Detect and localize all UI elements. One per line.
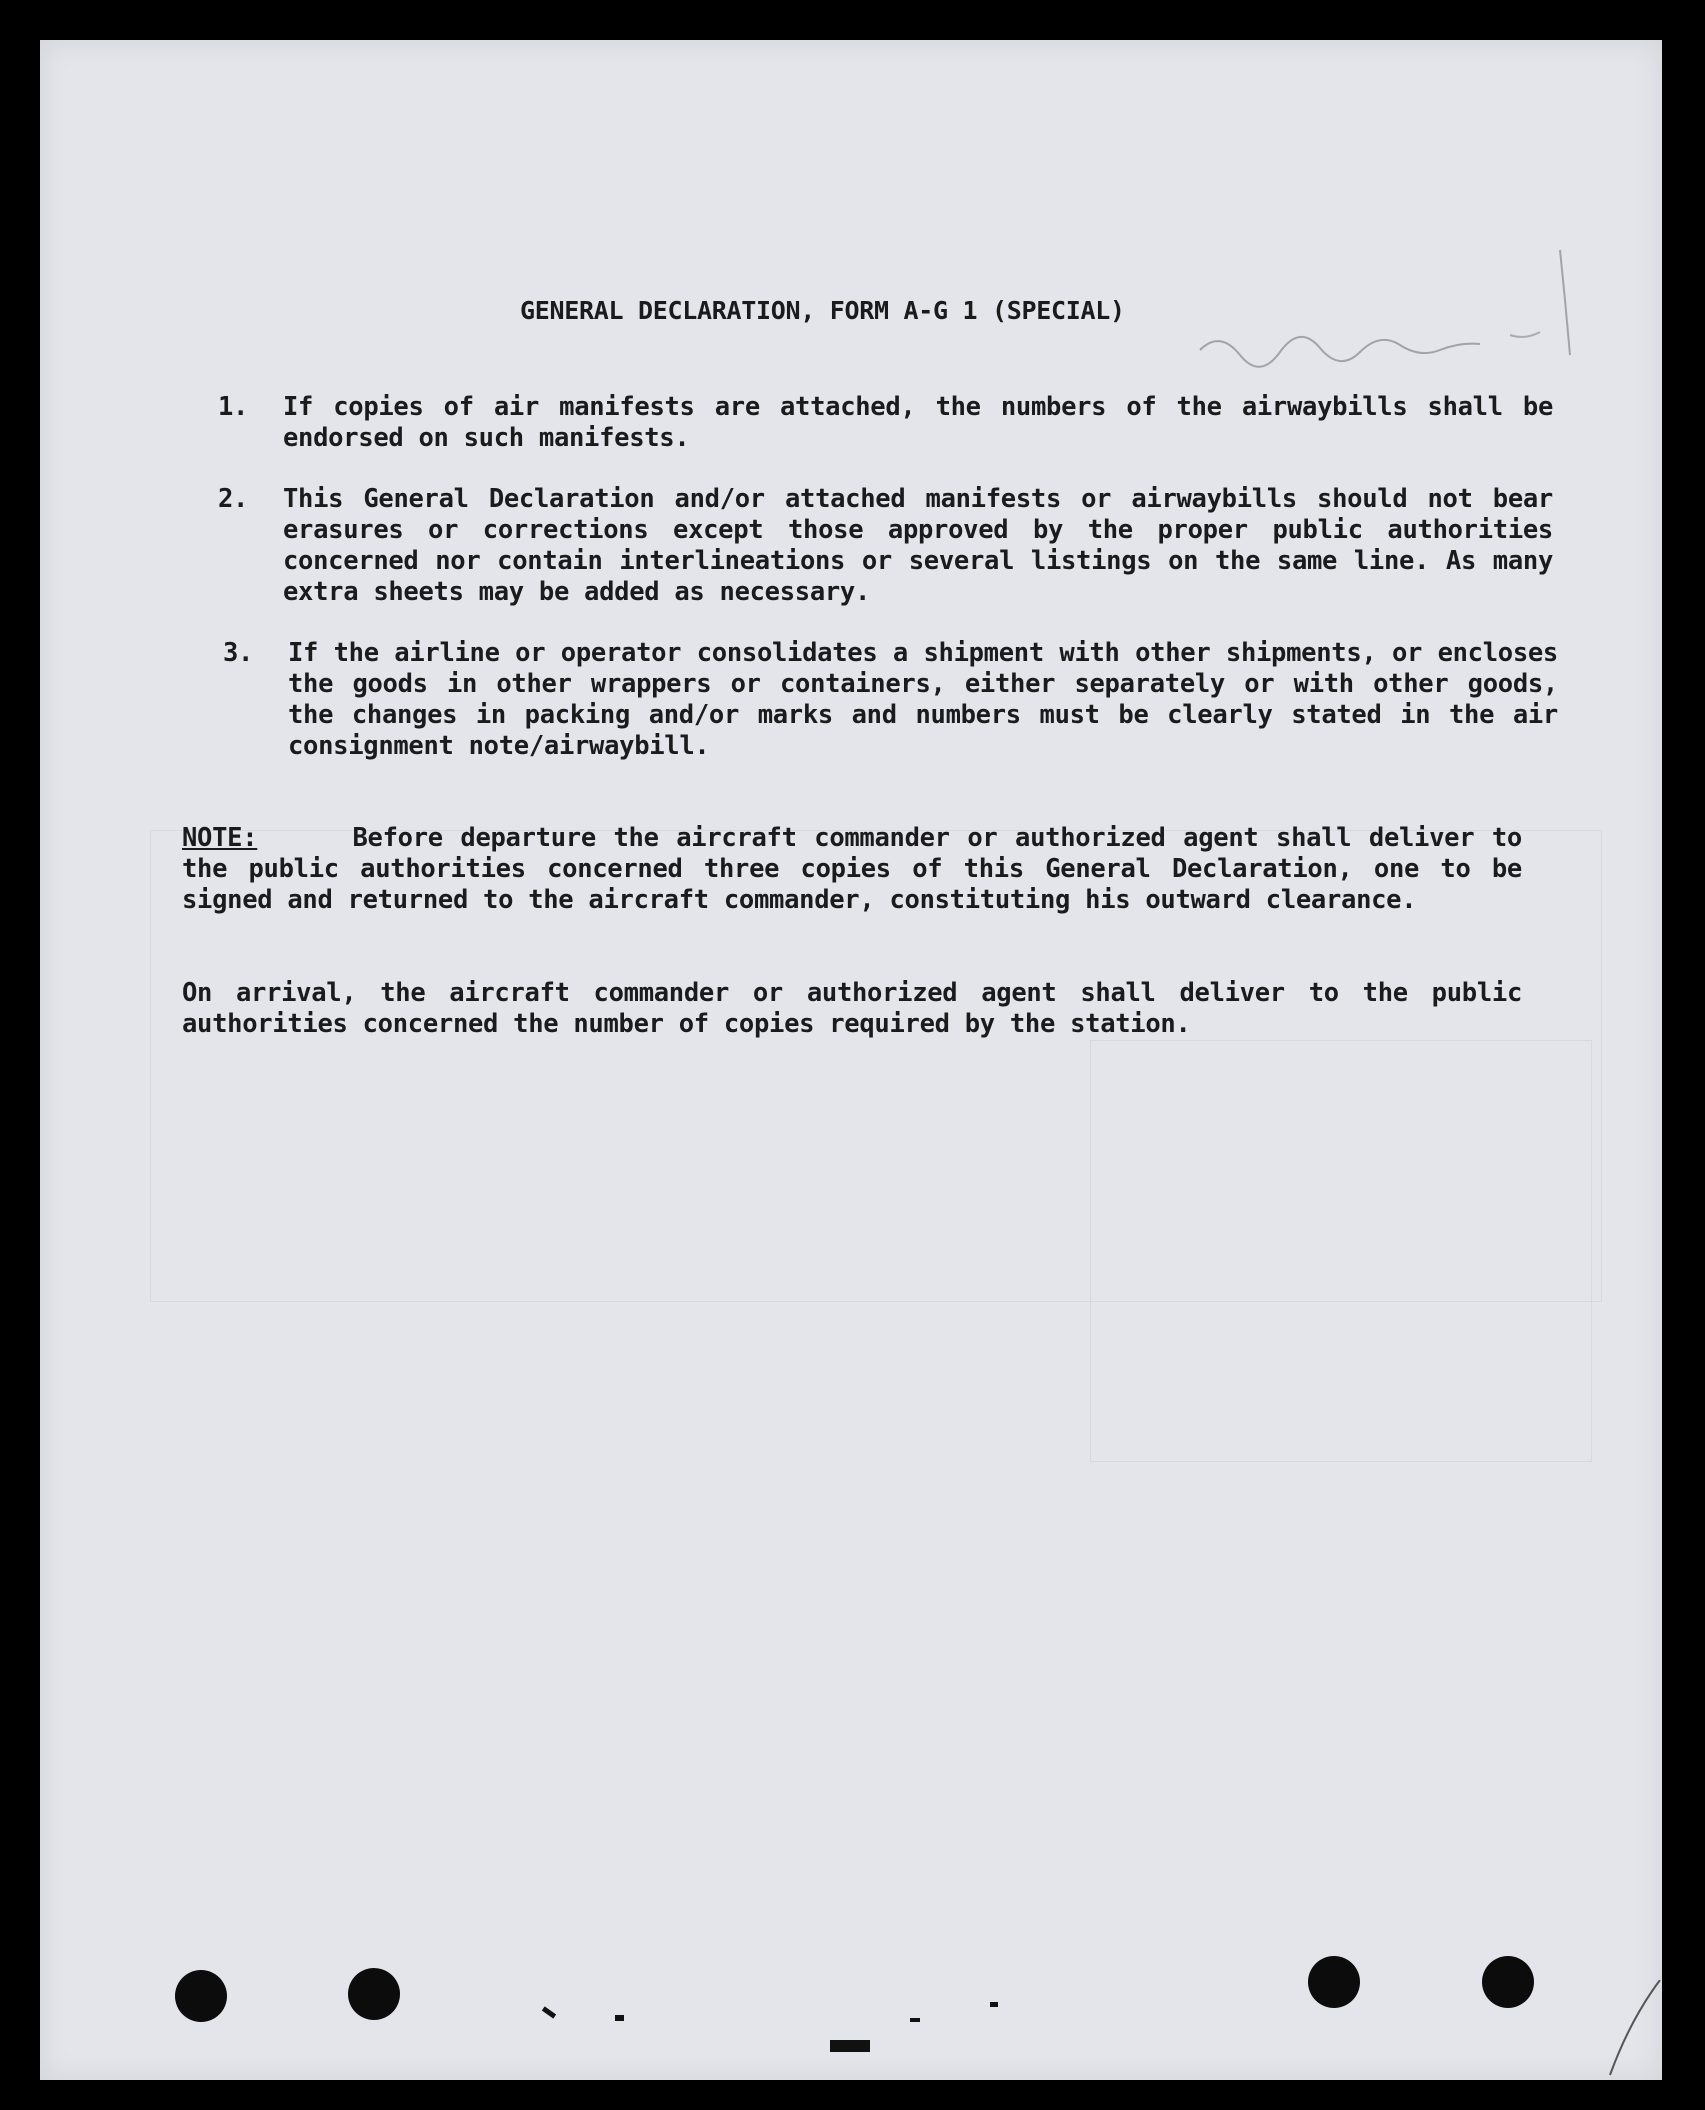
punch-hole [348, 1968, 400, 2020]
ink-mark [910, 2018, 920, 2022]
punch-hole [1482, 1956, 1534, 2008]
item-number: 1. [218, 392, 249, 422]
note-text: Before departure the aircraft commander or authorized agent shall deliver to the public authorities concerned three copies of this General Declaration, one to be signed and returned to the aircraft commander, constituting his outward clearance. [182, 823, 1522, 915]
paper-sheet [40, 40, 1662, 2080]
bleed-through-box [1090, 1040, 1592, 1462]
handwritten-scribble [1180, 240, 1610, 400]
punch-hole [1308, 1956, 1360, 2008]
arrival-paragraph: On arrival, the aircraft commander or authorized agent shall deliver to the public authorities concerned the number of copies required by the station. [182, 978, 1522, 1039]
item-number: 3. [223, 638, 254, 668]
note-paragraph [182, 823, 1522, 916]
ink-mark [615, 2015, 624, 2021]
page-corner-curl [1600, 1980, 1670, 2080]
item-text: This General Declaration and/or attached manifests or airwaybills should not bear erasures or corrections except those approved by the proper public authorities concerned nor contain interlineations or several listings on the same line. As many extra sheets may be added as necessary. [283, 484, 1553, 607]
ink-mark [830, 2040, 870, 2052]
ink-mark [990, 2002, 998, 2007]
ink-mark [542, 2006, 556, 2018]
item-text: If copies of air manifests are attached, the numbers of the airwaybills shall be endorsed on such manifests. [283, 392, 1553, 453]
item-text: If the airline or operator consolidates a shipment with other shipments, or encloses the goods in other wrappers or containers, either separately or with other goods, the changes in packing and/or marks and numbers must be clearly stated in the air consignment note/airwaybill. [288, 638, 1558, 761]
punch-hole [175, 1970, 227, 2022]
item-number: 2. [218, 484, 249, 514]
note-label: NOTE: [182, 823, 258, 853]
document-title: GENERAL DECLARATION, FORM A-G 1 (SPECIAL) [520, 296, 1125, 325]
